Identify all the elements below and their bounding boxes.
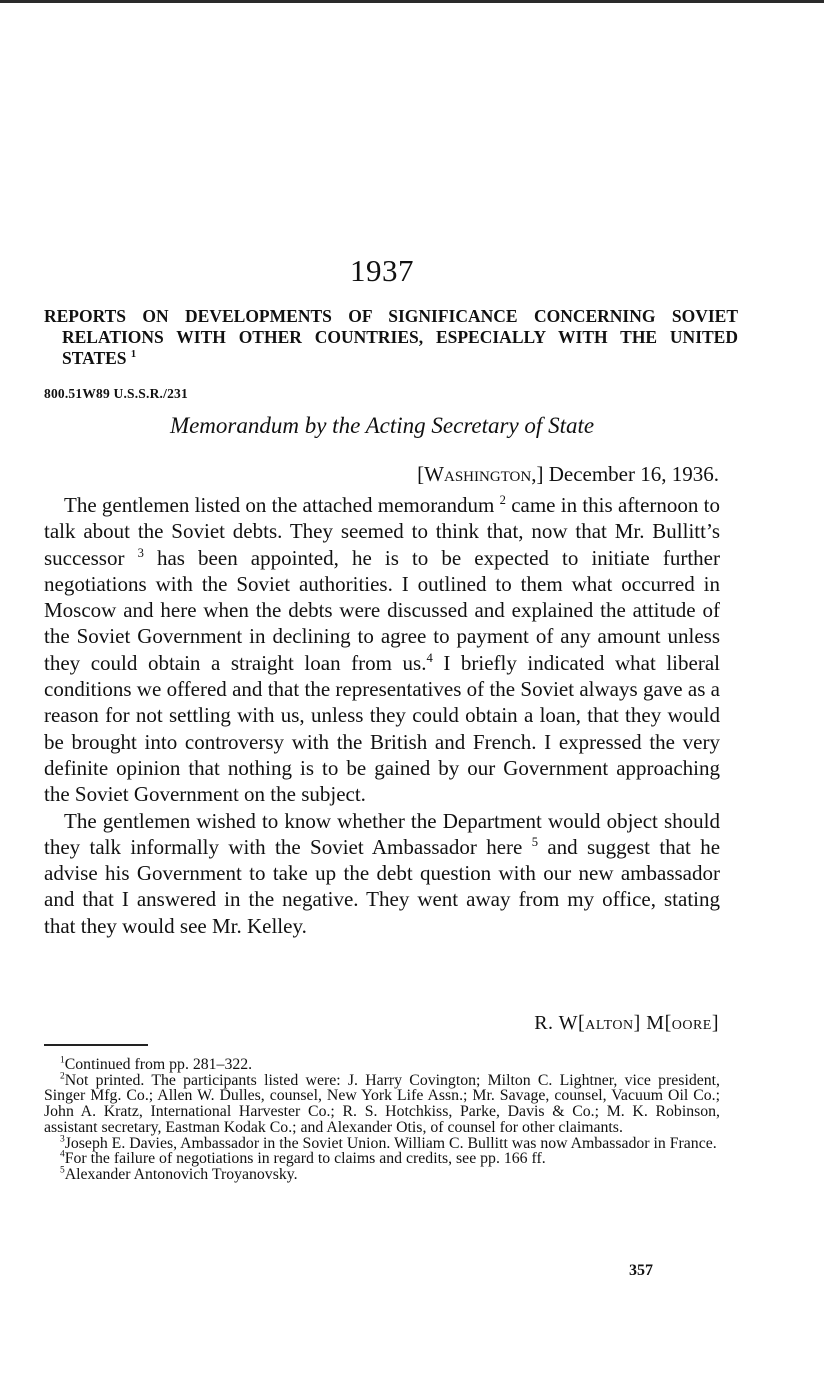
signature-initial-m: M	[640, 1012, 665, 1034]
paragraph-1-text-d: I briefly indicated what liberal conditions we offered and that the representatives of the Soviet always gave as a reason for not settling with us, unless they could obtain a loan, that they would be brought into controversy with the British and French. I expressed the very definite opinion that nothing is to be gained by our Government approaching the Soviet Government on the subject.	[44, 650, 720, 807]
page-number: 357	[629, 1262, 653, 1279]
paragraph-2	[44, 808, 720, 939]
paragraph-1-text-a: The gentlemen listed on the attached memorandum	[64, 493, 495, 517]
footnote-ref-3: 3	[137, 545, 144, 560]
file-number: 800.51W89 U.S.S.R./231	[44, 386, 188, 401]
footnote-4	[44, 1151, 720, 1167]
signature	[534, 1012, 719, 1035]
footnote-marker: 5	[60, 1165, 65, 1176]
memo-body	[44, 492, 720, 939]
footnote-text: Alexander Antonovich Troyanovsky.	[64, 1165, 298, 1183]
dateline	[417, 462, 719, 487]
footnote-marker: 3	[60, 1134, 65, 1145]
dateline-date: December 16, 1936.	[548, 462, 719, 486]
footnote-text: For the failure of negotiations in regard to claims and credits, see pp. 166 ff.	[64, 1150, 546, 1168]
footnote-ref-5: 5	[531, 834, 538, 849]
top-border-rule	[0, 0, 824, 3]
paragraph-1-text-b: came in this afternoon to talk about the Soviet debts. They seemed to think that, now that Mr. Bullitt’s successor	[44, 493, 720, 570]
footnote-divider	[44, 1044, 148, 1046]
signature-initial-r: R. W	[534, 1012, 579, 1034]
year-heading: 1937	[350, 253, 414, 288]
footnotes	[44, 1057, 720, 1183]
footnote-ref-1: 1	[130, 349, 137, 361]
signature-alton: [alton]	[578, 1012, 641, 1034]
footnote-ref-4: 4	[426, 650, 433, 665]
dateline-bracket-close: ,]	[531, 462, 544, 486]
footnote-marker: 1	[60, 1055, 65, 1066]
paragraph-2-text-b: and suggest that he advise his Government to take up the debt question with our new ambassador and that I answered in the negative. They went away from my office, stating that they would see Mr. Kelley.	[44, 834, 721, 938]
footnote-ref-2: 2	[499, 493, 506, 507]
section-heading	[44, 306, 738, 369]
footnote-text: Not printed. The participants listed were: J. Harry Covington; Milton C. Lightner, vice president, Singer Mfg. Co.; Allen W. Dulles, counsel, New York Life Assn.; Mr. Savage, counsel, Vacuum Oil Co.; John A. Kratz, International Harvester Co.; R. S. Hotchkiss, Parke, Davis & Co.; M. K. Robinson, assistant secretary, Eastman Kodak Co.; and Alexander Otis, of counsel for other claimants.	[44, 1071, 720, 1136]
footnote-2	[44, 1073, 720, 1136]
footnote-text: Continued from pp. 281–322.	[64, 1056, 253, 1073]
section-heading-text: REPORTS ON DEVELOPMENTS OF SIGNIFICANCE CONCERNING SOVIET RELATIONS WITH OTHER COUNTRIES, ESPECIALLY WITH THE UNITED STATES	[44, 306, 738, 368]
paragraph-1-text-c: has been appointed, he is to be expected to initiate further negotiations with the Soviet authorities. I outlined to them what occurred in Moscow and here when the debts were discussed and explained the attitude of the Soviet Government in declining to agree to payment of any amount unless they could obtain a straight loan from us.	[44, 545, 720, 675]
signature-oore: [oore]	[664, 1012, 719, 1034]
footnote-3	[44, 1136, 720, 1152]
memo-title: Memorandum by the Acting Secretary of State	[169, 413, 595, 438]
footnote-5	[44, 1167, 720, 1183]
footnote-1	[44, 1057, 720, 1073]
footnote-marker: 4	[60, 1149, 65, 1160]
footnote-text: Joseph E. Davies, Ambassador in the Soviet Union. William C. Bullitt was now Ambassador in France.	[64, 1134, 717, 1152]
paragraph-2-text-a: The gentlemen wished to know whether the Department would object should they talk informally with the Soviet Ambassador here	[44, 808, 720, 859]
dateline-place: Washington	[424, 462, 532, 486]
dateline-bracket-open: [	[417, 462, 425, 486]
paragraph-1	[44, 492, 720, 808]
footnote-marker: 2	[60, 1071, 65, 1082]
